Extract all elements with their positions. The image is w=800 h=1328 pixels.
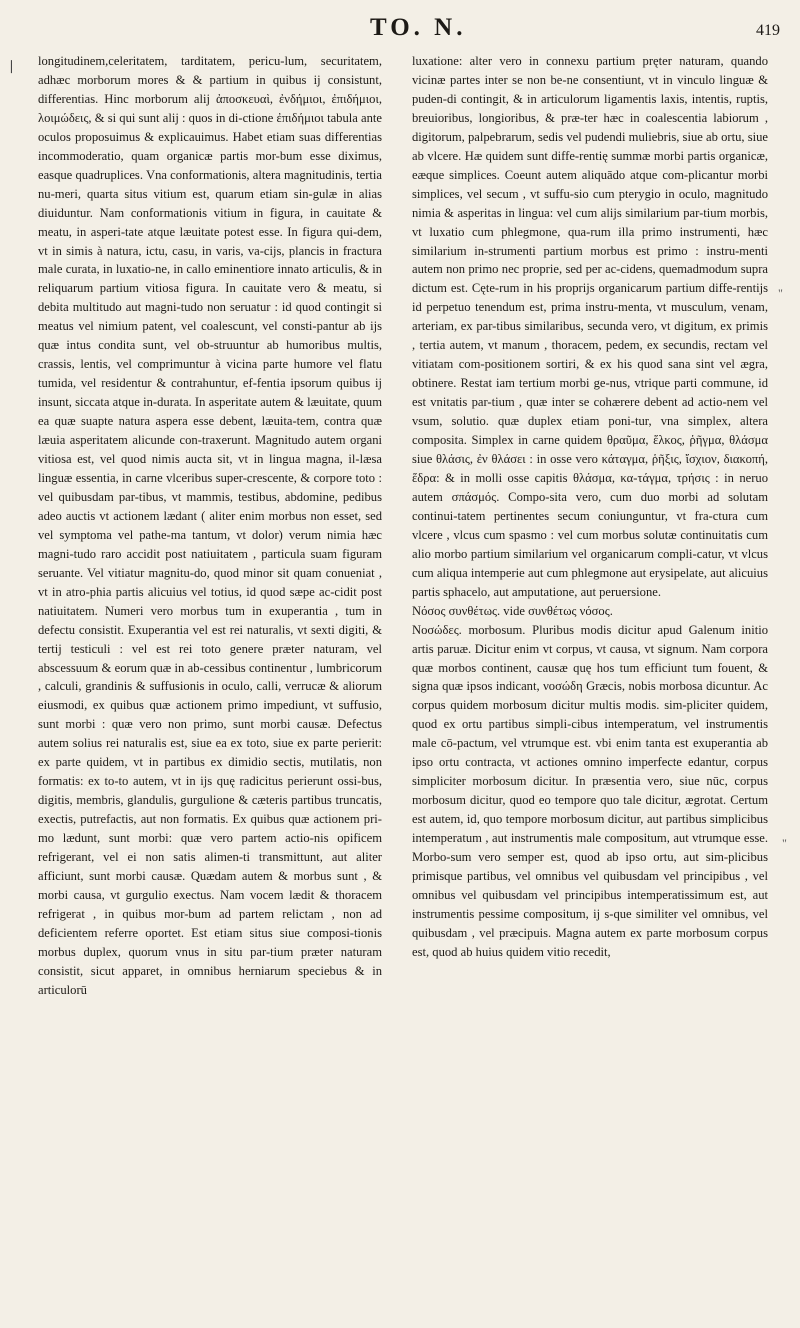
entry-headword: Νοσώδες. [412, 622, 462, 637]
right-column [412, 52, 768, 962]
running-head: TO. N. [370, 14, 467, 41]
entry-definition: morbosum. Pluribus modis dicitur apud Galenum initio artis paruæ. Dicitur enim vt corpus, vt causa, vt signum. Nam corpora quæ morbos continent, causæ quę hos tum efficiunt tum fouent, & signa quæ ipsos indicant, νοσώδη Græcis, nobis morbosa dicuntur. Ac corpus quidem morbosum dicitur multis modis. sim-pliciter quidem, quod ex ortu partibus simpli-cibus intemperatum, vel instrumentis male cō-pactum, vel vtrumque est. vbi enim tanta est exuperantia ab ipso ortu contracta, vt actiones omnino imperfecte edantur, corpus simpliciter morbosum dicitur. In præsentia vero, siue nūc, corpus morbosum dicitur, quod eo tempore quo tale dicitur, ægrotat. Certum est autem, id, quo tempore morbosum dicitur, aut partibus simplicibus intemperatum , aut instrumentis male compositum, aut vtrumque esse. Morbo-sum vero semper est, quod ab ipso ortu, aut sim-plicibus primisque partibus, vel omnibus vel quibusdam vel principibus , vel omnibus vel quibusdam vel principibus intemperatissimum est, aut instrumentis pessime compositum, ij s-que similiter vel omnibus, vel quibusdam , vel præcipuis. Magna autem ex parte morbosum corpus est, quod ab huius quidem vitio recedit, [412, 622, 768, 959]
right-column-body: luxatione: alter vero in connexu partium pręter naturam, quando vicinæ partes inter se non be-ne consentiunt, vt in vinculo linguæ & puden-di contingit, & in articulorum ligamentis laxis, intentis, ruptis, breuioribus, longioribus, & præ-ter hæc in coalescentia labiorum , digitorum, palpebrarum, sedis vel pudendi muliebris, siue ab ortu, siue ab vlcere. Hæ quidem sunt diffe-rentię summæ morbi partis organicæ, eæque simplices. Coeunt autem aliquādo atque com-plicantur morbi simplices, vel secum , vt suffu-sio cum pterygio in oculo, magnitudo nimia & asperitas in lingua: vel cum alijs similarium par-tium morbis, vt luxatio cum phlegmone, qua-rum illa primo instrumenti, hæc similarium in-strumenti partium morbus est primo : instru-menti autem non primo nec proprie, sed per ac-cidens, quemadmodum supra dictum est. Cęte-rum in his proprijs organicarum partium diffe-rentijs id perpetuo tenendum est, prima instru-menta, vt musculum, venam, arteriam, ex par-tibus similaribus, secunda vero, vt digitum, ex primis , tertia autem, vt manum , thoracem, pedem, ex secundis, rectam vel vitiatam com-positionem sortiri, & ex his quod sana sint vel ægra, obtinere. Restat iam tertium morbi ge-nus, vtrique parti commune, id est vnitatis par-tium , quæ inter se cohærere debent ad actio-nem vel vsum, solutio. quæ duplex etiam poni-tur, vna simplex, altera composita. Simplex in carne quidem θραῦμα, ἕλκος, ῥῆγμα, θλάσμα siue θλάσις, ἐν θλάσει : in osse vero κάταγμα, ῥῆξις, ἴσχιον, διακοπή, ἕδρα: & in molli osse capitis θλάσμα, κα-τάγμα, τρήσις : in neruo autem σπάσμός. Compo-sita vero, cum duo morbi ad solutam continui-tatem pertinentes secum coniunguntur, vt fra-ctura cum vlcere , vlcus cum spasmo : vel cum morbus solutæ continuitatis cum alio morbo partium similarium vel organicarum compli-catur, vt vlcus cum aliqua intemperie aut cum phlegmone aut erysipelate, aut alicuius partis sphacelo, aut amputatione, aut peruersione. [412, 54, 768, 599]
margin-quote-icon: " [782, 836, 787, 850]
margin-quote-icon: " [778, 286, 783, 300]
right-column-text [412, 52, 768, 602]
dictionary-entry-nosos [412, 602, 768, 621]
left-column-text: longitudinem,celeritatem, tarditatem, pericu-lum, securitatem, adhæc morborum mores & & partium in quibus ij consistunt, differentias. Hinc morborum alij ἀποσκευαὶ, ἐνδήμιοι, ἐπιδήμιοι, λοιμώδεις, & si qui sunt alij : quos in di-ctione ἐπιδήμιοι tabula ante oculos proposuimus & explicauimus. Habet etiam suas differentias incommoderatio, quam organicæ partis mor-bum esse diximus, easque quadruplices. Vna conformationis, altera magnitudinis, tertia nu-meri, quarta situs vitium est, quarum etiam sin-gulæ in alias diuiduntur. Nam conformationis vitium in figura, in cauitate & meatu, in asperi-tate atque læuitate potest esse. In figura qui-dem, vt in simis à natura, ictu, casu, in varis, va-cijs, plancis in fractura male curata, in luxatio-ne, in callo eminentiore innato articulis, & in reliquarum partium vitiosa figura. In cauitate vero & meatu, si debita multitudo aut magni-tudo non seruatur : id quod contingit si meatus vel nimium patent, vel coalescunt, vel consti-pantur ab ijs quæ intus condita sunt, vel ob-struuntur ab humoribus multis, crassis, lentis, vel comprimuntur à vicina parte humore vel flatu tumida, vel residentur & contrahuntur, ef-fentia ipsorum quibus ij insunt, siccata atque in-durata. In asperitate autem & læuitate, quum ea quæ suapte natura aspera esse debent, læuita-tem, contra quæ læuia asperitatem alicunde con-traxerunt. Magnitudo autem organi vitiosa est, vel quod nimis aucta sit, vt in lingua magna, il-læsa linguæ essentia, in carne vlceribus super-crescente, & corpore toto : vel quibusdam par-tibus, vt mammis, testibus, abdomine, pedibus adeo auctis vt actionem lædant ( aliter enim morbus non esset, sed vel symptoma vel pathe-ma tantum, vt dolor) verum nimia hæc magni-tudo raro accidit post natiuitatem , particula suam figuram seruante. Vel vitiatur magnitu-do, quod minor sit quam conueniat , vt in atro-phia partis alicuius vel totius, id quod sæpe ac-cidit post natiuitatem. Numeri vero morbus tum in exuperantia , tum in defectu consistit. Exuperantia vel est rei naturalis, vt sexti digiti, & tertij testiculi : vel est rei toto genere præter naturam, vel abscessuum & eorum quæ in ab-cessibus continentur , lumbricorum , calculi, grandinis & suffusionis in oculo, calli, verrucæ & aliorum eiusmodi, ex quibus quæ actionem primo impediunt, vt suffusio, sunt morbi : quæ vero non primo, sunt morbi causæ. Defectus autem solius rei naturalis est, siue ea ex toto, siue ex parte perierit: ex parte quidem, vt in partibus ex dimidio sectis, mutilatis, non formatis: ex to-to autem, vt in ijs quę radicitus perierunt ossi-bus, digitis, membris, glandulis, gurgulione & cæteris partibus truncatis, exectis, putrefactis, aut non formatis. Ex quibus quæ actionem pri-mo lædunt, sunt morbi: quæ vero partem actio-nis opificem refrigerant, vel ei non satis alimen-ti transmittunt, aut aliter afficiunt, sunt morbi causæ. Quædam autem & morbus sunt , & morbi causa, vt gurgulio exectus. Nam vocem lædit & thoracem refrigerat , in quibus mor-bum ad partem relictam , non ad deficientem referre oportet. Est etiam situs siue composi-tionis morbus duplex, quorum vnus in situ par-tium præter naturam consistit, sicut apparet, in omnibus herniarum speciebus & in articulorū [38, 54, 382, 997]
page-header [0, 14, 800, 44]
entry-definition: vide συνθέτως νόσος. [503, 603, 613, 618]
left-column [38, 52, 382, 1000]
page-number: 419 [756, 22, 780, 39]
margin-mark-icon: ❘ [6, 58, 17, 73]
entry-headword: Νόσος συνθέτως. [412, 603, 501, 618]
dictionary-entry-nosodes [412, 621, 768, 962]
